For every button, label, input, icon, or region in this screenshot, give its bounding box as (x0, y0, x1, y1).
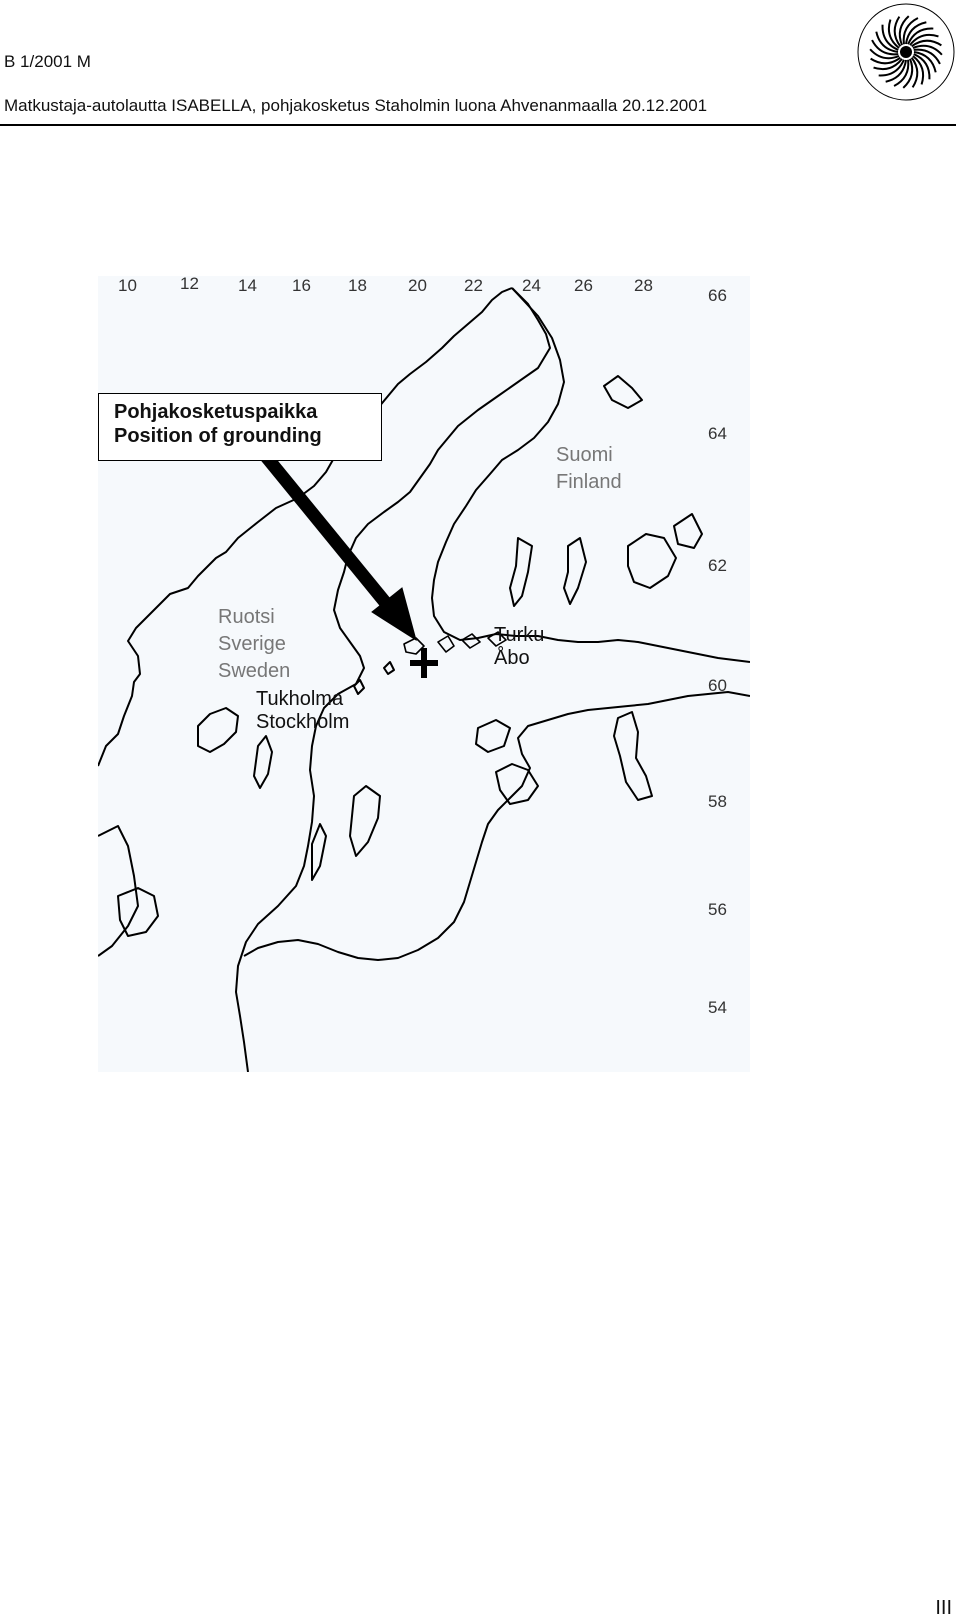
lat-tick: 66 (708, 286, 727, 305)
sweden-label-fi: Ruotsi (218, 606, 275, 628)
lon-tick: 10 (118, 276, 137, 295)
lat-tick: 64 (708, 424, 727, 443)
turku-label-sv: Åbo (494, 647, 530, 669)
stockholm-label-sv: Stockholm (256, 711, 350, 733)
header-rule (0, 124, 956, 126)
sweden-label-en: Sweden (218, 660, 291, 682)
lat-tick: 62 (708, 556, 727, 575)
report-code: B 1/2001 M (4, 52, 91, 71)
country-label-finland (556, 442, 622, 496)
sweden-label-sv: Sverige (218, 633, 286, 655)
lon-tick: 28 (634, 276, 653, 295)
report-title: Matkustaja-autolautta ISABELLA, pohjakosketus Staholmin luona Ahvenanmaalla 20.12.2001 (4, 96, 708, 115)
city-label-turku (494, 624, 544, 670)
callout-line-fi: Pohjakosketuspaikka (114, 401, 318, 423)
lon-tick: 12 (180, 274, 199, 293)
lon-tick: 20 (408, 276, 427, 295)
country-label-sweden (218, 604, 290, 685)
lon-tick: 14 (238, 276, 257, 295)
city-label-stockholm (256, 688, 349, 734)
page-number: III (935, 1597, 952, 1619)
callout-line-en: Position of grounding (114, 425, 322, 447)
lon-tick: 22 (464, 276, 483, 295)
finland-label-fi: Suomi (556, 444, 613, 466)
lon-tick: 26 (574, 276, 593, 295)
lon-tick: 18 (348, 276, 367, 295)
grounding-callout (98, 393, 382, 461)
lat-tick: 60 (708, 676, 727, 695)
cross-marker-icon (410, 648, 438, 678)
turku-label-fi: Turku (494, 624, 545, 646)
lat-tick: 58 (708, 792, 727, 811)
lat-tick: 56 (708, 900, 727, 919)
seal-logo-icon (856, 2, 956, 102)
lon-tick: 24 (522, 276, 541, 295)
stockholm-label-fi: Tukholma (256, 688, 344, 710)
lat-tick: 54 (708, 998, 727, 1017)
lon-tick: 16 (292, 276, 311, 295)
finland-label-en: Finland (556, 471, 622, 493)
